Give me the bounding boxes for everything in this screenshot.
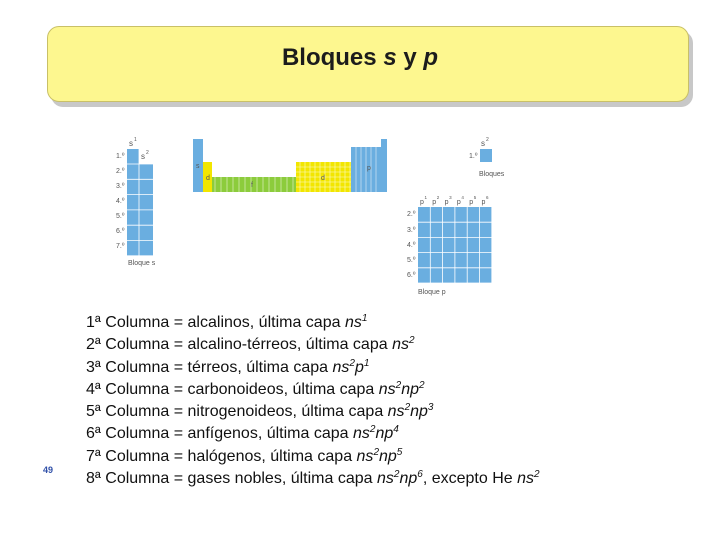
column-description-list xyxy=(86,312,540,490)
column-line-text: 3ª Columna = térreos, última capa xyxy=(86,358,333,376)
p-block-col-sup: 3 xyxy=(449,195,452,200)
p-block-row-2: 3.º xyxy=(407,227,416,234)
s-block-row-4: 4.º xyxy=(116,198,125,205)
column-line-8: 8ª Columna = gases nobles, última capa $ns^2np^6$, excepto He $ns^2$ xyxy=(86,469,540,488)
table-label-d: d xyxy=(321,175,325,182)
s2-small-block xyxy=(469,137,505,178)
s-block-sup-1: 1 xyxy=(134,137,137,143)
column-line-text: 5ª Columna = nitrogenoideos, última capa xyxy=(86,403,388,421)
s-block-col-head-2: s xyxy=(141,152,145,161)
p-block-row-3: 4.º xyxy=(407,242,416,249)
p-block-col-head: p xyxy=(444,199,449,206)
column-line-2: 2ª Columna = alcalino-térreos, última capa $ns^2$ xyxy=(86,335,415,354)
p-block-col-sup: 4 xyxy=(461,195,464,200)
column-line-text: 4ª Columna = carbonoideos, última capa xyxy=(86,380,379,398)
column-line-text: 1ª Columna = alcalinos, última capa xyxy=(86,314,345,331)
p-block-row-5: 6.º xyxy=(407,272,416,279)
p-block-diagram xyxy=(407,195,492,296)
s-block-row-3: 3.º xyxy=(116,183,125,190)
column-line-text: 6ª Columna = anfígenos, última capa xyxy=(86,425,353,443)
column-line-1: 1ª Columna = alcalinos, última capa $ns^1$ xyxy=(86,313,368,331)
s2-row: 1.º xyxy=(469,153,478,160)
s-block-diagram xyxy=(116,137,156,267)
p-block-row-1: 2.º xyxy=(407,211,416,218)
column-line-4: 4ª Columna = carbonoideos, última capa $ns^2np^2$ xyxy=(86,379,425,398)
p-block-col-head: p xyxy=(469,199,474,206)
column-line-text: 2ª Columna = alcalino-térreos, última capa xyxy=(86,336,393,354)
column-line-6: 6ª Columna = anfígenos, última capa $ns^2np^4$ xyxy=(86,424,399,443)
column-line-7: 7ª Columna = halógenos, última capa $ns^2np^5$ xyxy=(86,446,403,465)
column-line-5: 5ª Columna = nitrogenoideos, última capa $ns^2np^3$ xyxy=(86,402,434,421)
p-block-col-head: p xyxy=(456,199,461,206)
p-block-col-head: p xyxy=(432,199,437,206)
compact-periodic-table xyxy=(193,139,387,192)
s-block-label: Bloque s xyxy=(128,260,156,267)
table-label-p: p xyxy=(367,165,371,172)
column-line-3: 3ª Columna = térreos, última capa $ns^2p^1$ xyxy=(86,357,370,376)
s-block-row-1: 1.º xyxy=(116,153,125,160)
s2-head: s xyxy=(481,139,485,148)
table-label-s: s xyxy=(196,163,200,170)
p-block-label: Bloque p xyxy=(418,289,446,296)
p-block-col-sup: 2 xyxy=(436,195,440,200)
p-block-col-sup: 1 xyxy=(424,195,428,200)
table-label-d-left: d xyxy=(206,175,210,182)
p-block-col-head: p xyxy=(481,199,486,206)
s-block-row-7: 7.º xyxy=(116,243,125,250)
p-block-col-sup: 5 xyxy=(473,195,477,200)
p-block-row-4: 5.º xyxy=(407,257,416,264)
table-label-f: f xyxy=(251,182,253,189)
column-line-text: 8ª Columna = gases nobles, última capa xyxy=(86,470,377,488)
column-line-text: 7ª Columna = halógenos, última capa xyxy=(86,447,357,465)
s2-sup: 2 xyxy=(486,137,489,143)
p-block-col-head: p xyxy=(420,199,424,206)
slide-title: Bloques s y p xyxy=(281,44,439,71)
s-block-row-5: 5.º xyxy=(116,213,125,220)
s-block-sup-2: 2 xyxy=(146,150,149,156)
s-block-row-2: 2.º xyxy=(116,168,125,175)
s-block-row-6: 6.º xyxy=(116,228,125,235)
page-number: 49 xyxy=(43,465,54,475)
p-block-col-sup: 6 xyxy=(486,195,489,200)
s2-label: Bloques xyxy=(479,171,505,178)
s-block-col-head-1: s xyxy=(129,139,133,148)
